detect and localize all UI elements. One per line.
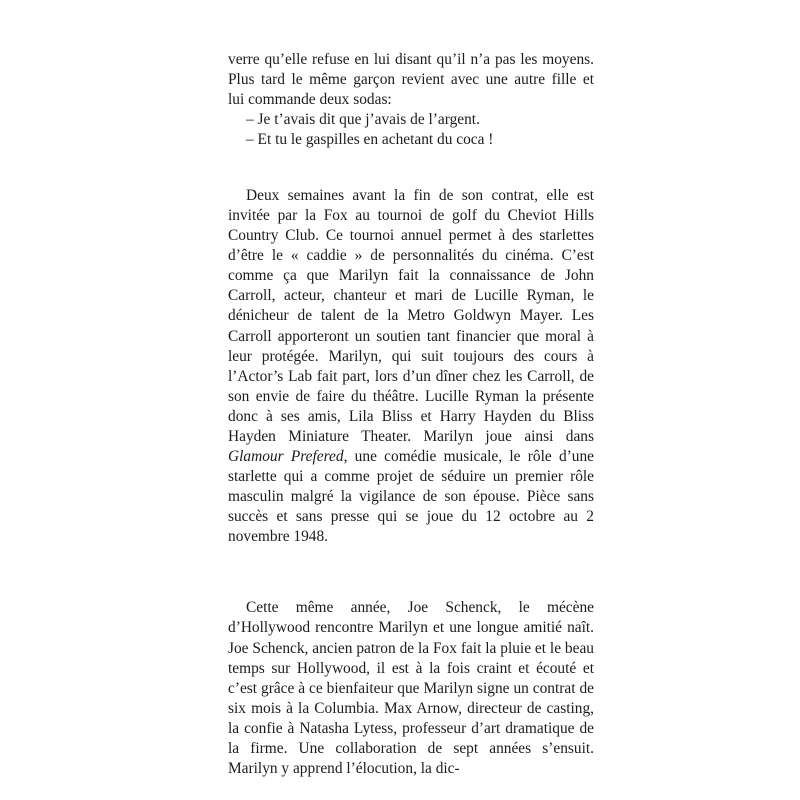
text-line: verre qu’elle refuse en lui disant qu’il n’a pas les moyens.	[228, 51, 594, 68]
text-line: lui commande deux sodas:	[228, 91, 392, 109]
dialogue-line: – Et tu le gaspilles en achetant du coca !	[246, 131, 494, 149]
paragraph-spacer	[228, 563, 594, 583]
paragraph-joe-schenck: Cette même année, Joe Schenck, le mécène d’Hollywood rencontre Marilyn et une longue amitié naît. Joe Schenck, ancien patron de la Fox fait la pluie et le beau temps sur Hollywood, il est à la fois craint et écouté et c’est grâce à ce bienfaiteur que Marilyn signe un contrat de six mois à la Columbia. Max Arnow, directeur de casting, la confie à Natasha Lytess, professeur d’art dramatique de la firme. Une collaboration de sept années s’ensuit. Marilyn y apprend l’élocution, la dic-	[228, 599, 594, 778]
dialogue-line: – Je t’avais dit que j’avais de l’argent.	[246, 111, 480, 129]
paragraph-fox-golf	[228, 186, 594, 548]
paragraph-text: Deux semaines avant la fin de son contrat, elle est invitée par la Fox au tournoi de golf du Cheviot Hills Country Club. Ce tournoi annuel permet à des starlettes d’être le « caddie » de personnalités du cinéma. C’est comme ça que Marilyn fait la connaissance de John Carroll, acteur, chanteur et mari de Lucille Ryman, le dénicheur de talent de la Metro Goldwyn Mayer. Les Carroll apporteront un soutien tant financier que moral à leur protégée. Marilyn, qui suit toujours des cours à l’Actor’s Lab fait part, lors d’un dîner chez les Carroll, de son envie de faire du théâtre. Lucille Ryman la présente donc à ses amis, Lila Bliss et Harry Hayden du Bliss Hayden Miniature Theater. Marilyn joue ainsi dans	[228, 186, 594, 445]
play-title: Glamour Prefered	[228, 448, 344, 466]
intro-continuation	[228, 50, 594, 110]
paragraph-text: , une comédie musicale, le rôle d’une starlette qui a comme projet de séduire un premier rôle masculin malgré la vigilance de son épouse. Pièce sans succès et sans presse qui se joue du 12 octobre au 2 novembre 1948.	[228, 448, 594, 546]
paragraph-spacer	[228, 150, 594, 170]
text-line: Plus tard le même garçon revient avec une autre fille et	[228, 71, 594, 89]
dialogue-block	[228, 110, 594, 150]
book-page	[228, 50, 594, 795]
